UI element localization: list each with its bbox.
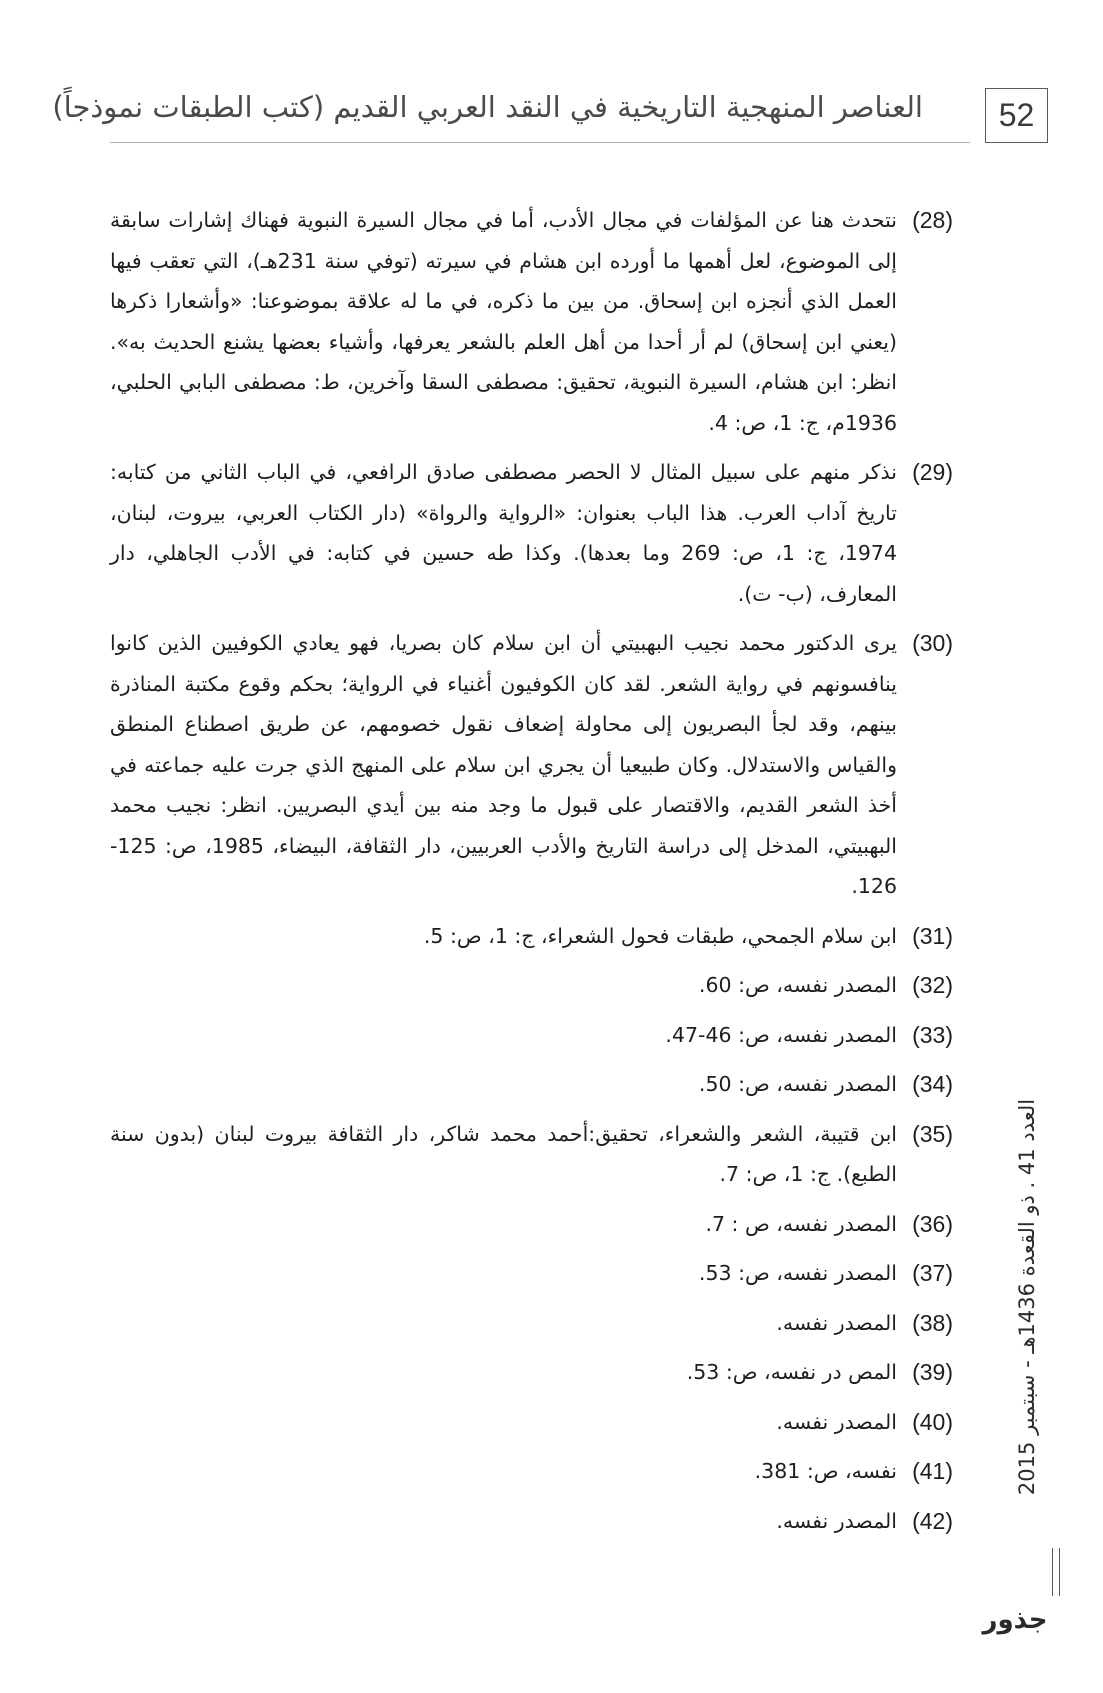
endnote-item xyxy=(110,1303,953,1344)
endnote-text: ابن سلام الجمحي، طبقات فحول الشعراء، ج: 1، ص: 5. xyxy=(423,923,897,948)
endnote-number: (29) xyxy=(912,459,953,485)
endnote-item xyxy=(110,1402,953,1443)
page-number: 52 xyxy=(998,97,1035,133)
endnote-text: المصدر نفسه، ص: 60. xyxy=(698,973,897,997)
header-divider xyxy=(110,142,970,143)
endnote-number: (36) xyxy=(912,1210,953,1237)
endnote-number: (34) xyxy=(912,1071,953,1097)
endnote-item xyxy=(110,916,953,957)
endnote-item xyxy=(110,623,953,907)
endnote-item xyxy=(110,965,953,1006)
endnote-text: نتحدث هنا عن المؤلفات في مجال الأدب، أما في مجال السيرة النبوية فهناك إشارات سابقة إلى الموضوع، لعل أهمها ما أورده ابن هشام في سيرته (توفي سنة 231هـ)، التي تعقب فيها العمل الذي أنجزه ابن إسحاق. من بين ما ذكره، في ما له علاقة بموضوعنا: «وأشعارا ذكرها (يعني ابن إسحاق) لم أر أحدا من أهل العلم بالشعر يعرفها، وأشياء بعضها يشنع الحديث به». انظر: ابن هشام، السيرة النبوية، تحقيق: مصطفى السقا وآخرين، ط: مصطفى البابي الحلبي، 1936م، ج: 1، ص: 4. xyxy=(110,208,897,435)
endnote-text: نذكر منهم على سبيل المثال لا الحصر مصطفى صادق الرافعي، في الباب الثاني من كتابه: تاريخ آداب العرب. هذا الباب بعنوان: «الرواية والرواة» (دار الكتاب العربي، بيروت، لبنان، 1974، ج: 1، ص: 269 وما بعدها). وكذا طه حسين في كتابه: في الأدب الجاهلي، دار المعارف، (ب- ت). xyxy=(110,460,898,606)
running-title: العناصر المنهجية التاريخية في النقد العربي القديم (كتب الطبقات نموذجاً) xyxy=(52,90,923,124)
endnote-item xyxy=(110,1501,953,1542)
endnote-text: المصدر نفسه. xyxy=(776,1310,897,1335)
endnote-number: (30) xyxy=(912,630,953,656)
endnote-number: (40) xyxy=(912,1408,953,1435)
endnote-item xyxy=(110,1204,953,1245)
journal-logo: جذور xyxy=(982,1605,1048,1635)
page-number-box xyxy=(985,88,1048,143)
endnote-number: (31) xyxy=(912,922,953,949)
endnote-item xyxy=(110,200,953,443)
endnote-item xyxy=(110,1352,953,1393)
endnote-text: المصدر نفسه. xyxy=(776,1508,897,1533)
endnote-item xyxy=(110,1064,953,1105)
endnote-number: (35) xyxy=(912,1120,953,1147)
issue-info-text: العدد 41 . ذو القعدة 1436هـ - سبتمبر 2015 xyxy=(1015,1098,1039,1496)
endnote-text: المصدر نفسه، ص: 50. xyxy=(698,1072,897,1096)
side-divider xyxy=(1052,1548,1060,1596)
endnote-text: نفسه، ص: 381. xyxy=(754,1459,897,1483)
issue-info-vertical xyxy=(1008,1062,1046,1532)
endnote-text: المصدر نفسه، ص: 53. xyxy=(698,1261,897,1285)
endnote-item xyxy=(110,1253,953,1294)
endnote-number: (42) xyxy=(912,1507,953,1534)
endnote-item xyxy=(110,1451,953,1492)
endnote-text: المص در نفسه، ص: 53. xyxy=(686,1360,897,1384)
endnote-text: المصدر نفسه. xyxy=(776,1409,897,1434)
endnote-text: المصدر نفسه، ص: 46-47. xyxy=(665,1022,897,1047)
endnote-text: المصدر نفسه، ص : 7. xyxy=(705,1211,897,1236)
endnote-item xyxy=(110,1015,953,1056)
endnote-text: ابن قتيبة، الشعر والشعراء، تحقيق:أحمد محمد شاكر، دار الثقافة بيروت لبنان (بدون سنة الطبع). ج: 1، ص: 7. xyxy=(110,1121,897,1186)
endnote-number: (28) xyxy=(912,207,953,233)
endnote-number: (32) xyxy=(912,972,953,998)
endnote-number: (37) xyxy=(912,1260,953,1286)
endnote-number: (33) xyxy=(912,1021,953,1048)
endnote-item xyxy=(110,1114,953,1195)
endnote-item xyxy=(110,452,953,614)
endnote-text: يرى الدكتور محمد نجيب البهبيتي أن ابن سلام كان بصريا، فهو يعادي الكوفيين الذين كانوا ينافسونهم في رواية الشعر. لقد كان الكوفيون أغنياء في الرواية؛ بحكم وقوع مكتبة المناذرة بينهم، وقد لجأ البصريون إلى محاولة إضعاف نقول خصومهم، عن طريق اصطناع المنطق والقياس والاستدلال. وكان طبيعيا أن يجري ابن سلام على المنهج الذي جرت عليه جماعته في أخذ الشعر القديم، والاقتصار على قبول ما وجد منه بين أيدي البصريين. انظر: نجيب محمد البهبيتي، المدخل إلى دراسة التاريخ والأدب العربيين، دار الثقافة، البيضاء، 1985، ص: 125-126. xyxy=(110,631,897,898)
endnotes-list xyxy=(110,200,953,1550)
endnote-number: (41) xyxy=(912,1458,953,1484)
endnote-number: (38) xyxy=(912,1309,953,1336)
endnote-number: (39) xyxy=(912,1359,953,1385)
